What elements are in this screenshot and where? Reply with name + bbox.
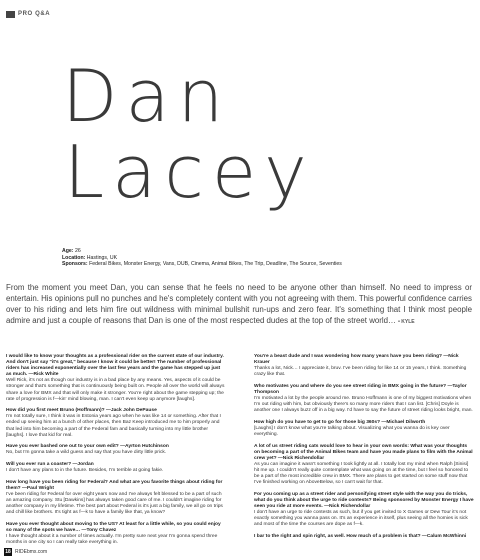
bio-row: Age: 26: [62, 248, 81, 254]
question: Will you ever run a coaster? —Jordan: [6, 461, 94, 467]
question: I would like to know your thoughts as a professional rider on the current state of our industry. And don't just say "it's great," because I know it could be better! The number of professional riders has increased exponentially over the last few years and the game has stepped up just as much. —Rick White: [6, 354, 224, 378]
answer: Thanks a lot, Nick… I appreciate it, bruv. I've been riding for like 14 or 15 years, I think. Something crazy like that.: [254, 366, 467, 378]
question: For you coming up as a street rider and personifying street style with the way you do tricks, what do you think about the urge to ride contests? Being sponsored by Monster Energy I have seen you ride at more events. —Nick Richendollar: [254, 491, 474, 509]
qa-item: [254, 492, 474, 529]
answer: I've been riding for Federal for over eight years now and I've always felt blessed to be a part of such an amazing company. Stu [Dawkins] has always taken good care of me. I couldn't imagine riding for another company in my lifetime. The best part about Federal is it's just a big family, we all go on trips and chill like brothers. It's tight as f—k to have a family like that, ya know?: [6, 491, 223, 516]
question: Who motivates you and where do you see street riding in BMX going in the future? —Taylor Thompson: [254, 383, 467, 395]
page-footer: [4, 548, 47, 556]
rider-bio: [62, 248, 342, 268]
qa-column-right: [254, 354, 474, 545]
question: How high do you have to get to go for those big 360s? —Michael Dilworth: [254, 419, 426, 425]
qa-column-left: [6, 354, 226, 552]
question: Have you ever thought about moving to the US? At least for a little while, so you could enjoy so many of the spots we have… —Tony Chavez: [6, 521, 221, 533]
qa-item: [254, 384, 474, 414]
answer: I don't have any plans to in the future. Besides, I'm terrible at going fakie.: [6, 468, 164, 473]
qa-item: [6, 354, 226, 403]
page-number: 18: [5, 549, 11, 555]
title-last-name: Lacey: [64, 130, 315, 214]
bio-row: Sponsors: Federal Bikes, Monster Energy, Vans, DUB, Cinema, Animal Bikes, The Trip, Deadline, The Source, Seventies: [62, 261, 342, 268]
answer: As you can imagine it wasn't something I took lightly at all. I totally lost my mind when Ralph [Sinisi] hit me up. I couldn't really quite contemplate what was going on at the time, but I feel so honored to be a part of the most incredible crew in BMX. There are plans to get started on some stuff now that I've finished working on AboveBelow, so I can't wait for that.: [254, 461, 469, 486]
question: A lot of us street riding cats would love to hear in your own words: What was your thoughts on becoming a part of the Animal Bikes team and have you made plans to film with the Animal crew yet? —Nick Richendollar: [254, 443, 473, 461]
question: How did you first meet Bruno (Hoffmann)? —Jack John DePause: [6, 408, 157, 414]
question: How long have you been riding for Federal? And what are you favorite things about riding for them? —Paul Wright: [6, 479, 223, 491]
section-marker-icon: [6, 11, 15, 18]
answer: I'm motivated a lot by the people around me. Bruno Hoffmann is one of my biggest motivations when I'm out riding with him, but obviously there's so many more riders that I can list. [Chris] Doyle is another one I always buzz off in a big way. I'd have to say the future of street riding looks bright, man.: [254, 396, 473, 414]
bio-row: Location: Hastings, UK: [62, 254, 118, 261]
qa-item: [6, 444, 226, 456]
qa-item: [254, 354, 474, 378]
intro-paragraph: [6, 282, 472, 328]
answer: I'm not totally sure, I think it was in Estonia years ago when he was like 14 or something. After that I ended up seeing him at a bunch of other places, then Baz Keep introduced me to him properly and that led into him becoming a part of the Federal fam and basically turning into my little brother [laughs]. I love that kid for real.: [6, 414, 221, 438]
site-url: RIDEbmx.com: [15, 549, 48, 555]
qa-item: [254, 444, 474, 487]
section-label: PRO Q&A: [18, 11, 51, 17]
qa-item: [6, 522, 226, 546]
qa-item: [6, 480, 226, 517]
answer: No, but I'm gonna take a wild guess and say that you have dirty little prick.: [6, 450, 167, 456]
question: You're a beast dude and I was wondering how many years have you been riding? —Nick Krauer: [254, 354, 459, 366]
qa-item: [254, 420, 474, 438]
answer: [Laughs] I don't know what you're talking about. Visualizing what you wanna do is key over everything.: [254, 425, 450, 438]
question: I bar to the right and spin right, as well. How much of a problem is that? —Calum McWhinni: [254, 533, 467, 539]
question: Have you ever bashed one out to your own edit? —Ayrton Hutchinson: [6, 444, 169, 450]
qa-item: [6, 462, 226, 474]
intro-signature: • KYLE: [398, 319, 415, 325]
intro-text: From the moment you meet Dan, you can sense that he feels no need to be anyone other than himself. No need to impress or entertain. His opinions pull no punches and he's completely content with you not agreeing with them. This powerful confidence carries over to his riding and lets him fire out wildness with minimal bullshit run-ups and zero fear. It's something that I think most people admire and just a couple of reasons that Dan is one of the most respected dudes at the top of the street world…: [6, 283, 472, 325]
qa-item: [6, 408, 226, 438]
title-first-name: Dan: [62, 54, 232, 138]
qa-item: [254, 534, 474, 540]
answer: Well Rick, it's not as though our industry is in a bad place by any means. Yes, aspects of it could be stronger and that's something that is continuously being built on. People all over the world will always share a love for BMX and that will only make it stronger. You're right about the game stepping up; the rate of progression is f—kin' mind blowing, man. I can't even keep up anymore [laughs].: [6, 378, 225, 402]
answer: I have thought about it a number of times actually. I'm pretty sure next year I'm gonna spend three months in one city so I can really take everything in.: [6, 533, 218, 545]
answer: I don't have an urge to ride contests as such, but if you get invited to X Games or Dew Tour it's not exactly something you wanna pass on. It's an experience in itself, plus seeing all the homies is sick and most of the time the courses are dope as f—k.: [254, 510, 468, 528]
section-header: [6, 10, 50, 18]
